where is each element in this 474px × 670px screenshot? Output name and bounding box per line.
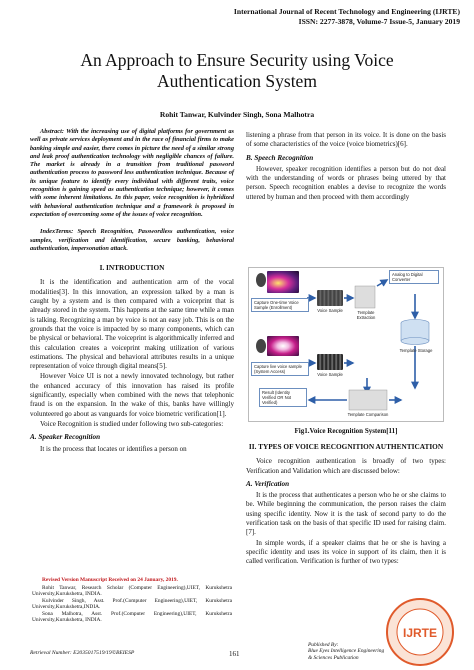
verification-paragraph-1: It is the process that authenticates a person who he or she claims to be. While beginning the communication, the person raises the claim using specific identity. Now it is the task of second party to do the verification task on the basis of that specific ID used for raising claim. [7]. — [246, 491, 446, 537]
left-column — [30, 128, 234, 454]
verification-paragraph-2: In simple words, if a speaker claims that he or she is having a specific identity and uses its voice in support of its claim, then it is called verification. Verification is further of two types: — [246, 538, 446, 566]
ijrte-seal-logo — [385, 597, 455, 667]
abstract-text: With the increasing use of digital platforms for government as well as private services deployment and in the race of financial firms to make banking simple and easier, there comes in picture the need of a similar strong and leak proof authentication technology with negligible chances of failure. The market is already in a transition from traditional password authentication process to password less authentication technique. Because of its unique feature to identify every individual with different traits, voice recognition is gaining speed as authentication technique; however, it comes with some inherent limitations. In this paper, voice recognition is hybridized with behavioral authentication technique and a framework is proposed in expectation of overcoming some of the issues of voice recognition. — [30, 128, 234, 218]
live-capture-box: Capture live voice sample (System Access) — [251, 362, 309, 376]
voice-sample-label-1: Voice Sample — [317, 308, 343, 313]
publisher-line-1: Blue Eyes Intelligence Engineering — [308, 648, 385, 655]
voice-waveform-1 — [317, 290, 343, 306]
subsection-verification: A. Verification — [246, 479, 290, 488]
abstract — [30, 128, 234, 219]
enrollment-box: Capture One-time Voice Sample (Enrollment) — [251, 298, 309, 312]
result-box: Result (Identity Verified OR Not Verified) — [259, 388, 307, 407]
spectrogram-image-2 — [267, 336, 299, 356]
types-paragraph: Voice recognition authentication is broadly of two types: Verification and Validation which are discussed below: — [246, 457, 446, 475]
abstract-label: Abstract: — [40, 128, 64, 135]
author-note-3: Sona Malhotra, Asst. Prof.(Computer Engineering),UIET, Kurukshetra University,Kurukshetra, INDIA. — [32, 610, 232, 623]
retrieval-number: Retrieval Number: E2035017519/19©BEIESP — [30, 650, 135, 656]
index-terms-label: IndexTerms: — [40, 228, 74, 236]
seal-text: IJRTE — [402, 626, 438, 640]
analog-to-digital-box: Analog to Digital Converter — [389, 270, 439, 284]
template-extraction-label: Template Extraction — [356, 310, 376, 320]
figure-caption: Fig1.Voice Recognition System[11] — [294, 427, 398, 435]
right-column-top — [246, 131, 446, 202]
speaker-recognition-paragraph: It is the process that locates or identifies a person on — [40, 444, 187, 453]
section-types-heading: II. TYPES OF VOICE RECOGNITION AUTHENTICATION — [248, 442, 444, 451]
author-note-2: Kulvinder Singh, Asst. Prof.(Computer Engineering),UIET, Kurukshetra University,Kurukshetra,INDIA. — [32, 597, 232, 610]
speech-recognition-paragraph: However, speaker recognition identifies a person but do not deal with the understanding of words or phrases being uttered by that person. Speech recognition enables a devise to recognize the words uttered by human and then proceed with them accordingly — [246, 164, 446, 201]
author-note-1: Rohit Tanwar, Research Scholar (Computer Engineering),UIET, Kurukshetra University,Kurukshetra, INDIA. — [32, 584, 232, 597]
authors: Rohit Tanwar, Kulvinder Singh, Sona Malhotra — [159, 110, 315, 119]
publisher-line-2: & Sciences Publication — [308, 654, 359, 661]
paper-title: An Approach to Ensure Security using Voice Authentication System — [80, 50, 394, 91]
section-introduction-heading: I. INTRODUCTION — [99, 263, 165, 273]
right-paragraph-1: listening a phrase from that person in its voice. It is done on the basis of some characteristics of the voice (voice biometrics)[6]. — [246, 131, 446, 149]
voice-sample-label-2: Voice Sample — [317, 372, 343, 377]
page-number: 161 — [229, 650, 240, 658]
subsection-speaker-recognition: A. Speaker Recognition — [30, 433, 101, 442]
template-storage-label: Template Storage — [399, 348, 433, 353]
journal-header: International Journal of Recent Technology and Engineering (IJRTE) — [233, 7, 460, 16]
spectrogram-image — [267, 271, 299, 293]
issn-header: ISSN: 2277-3878, Volume-7 Issue-5, January 2019 — [298, 17, 460, 26]
intro-paragraph-3: Voice Recognition is studied under following two sub-categories: — [40, 419, 224, 428]
index-terms-text: Speech Recognition, Passwordless authentication, voice samples, verification and identification, secure banking, behavioral authentication, impersonation attack. — [30, 228, 234, 252]
template-comparison-label: Template Comparison — [347, 412, 389, 417]
author-notes — [32, 577, 232, 624]
intro-paragraph-2: However Voice UI is not a newly innovated technology, but rather the enhanced accuracy of this innovation has raised its profile significantly, especially when combined with the news that telephonic fraud is on the expansion. In the wake of this, banks have willingly volunteered go about as vanguards for voice biometric verification[1]. — [30, 372, 234, 418]
voice-recognition-figure — [248, 267, 444, 422]
publisher-info — [308, 642, 384, 661]
revised-note: Revised Version Manuscript Received on 24 January, 2019. — [42, 577, 178, 583]
published-by-label: Published By: — [308, 642, 339, 648]
index-terms — [30, 228, 234, 253]
intro-paragraph-1: It is the identification and authentication arm of the vocal modalities[3]. In this innovation, an expression talked by a man is caught by a system and is then compared with a voiceprint that is already stored in the system. This happens at the same time while a man is talking. Recognizing a man by voice is not an easy job. This is on the grounds that the voice is impacted by so many components, which can be physical or behavioral. The voiceprint is algorithmically inferred and this calculation creates a voiceprint making utilization of various estimations. The physical and behavioral attributes results in a unique representation of voice through digital means[5]. — [30, 278, 234, 371]
subsection-speech-recognition: B. Speech Recognition — [246, 153, 314, 162]
right-column-bottom — [246, 442, 446, 567]
voice-waveform-2 — [317, 354, 343, 370]
